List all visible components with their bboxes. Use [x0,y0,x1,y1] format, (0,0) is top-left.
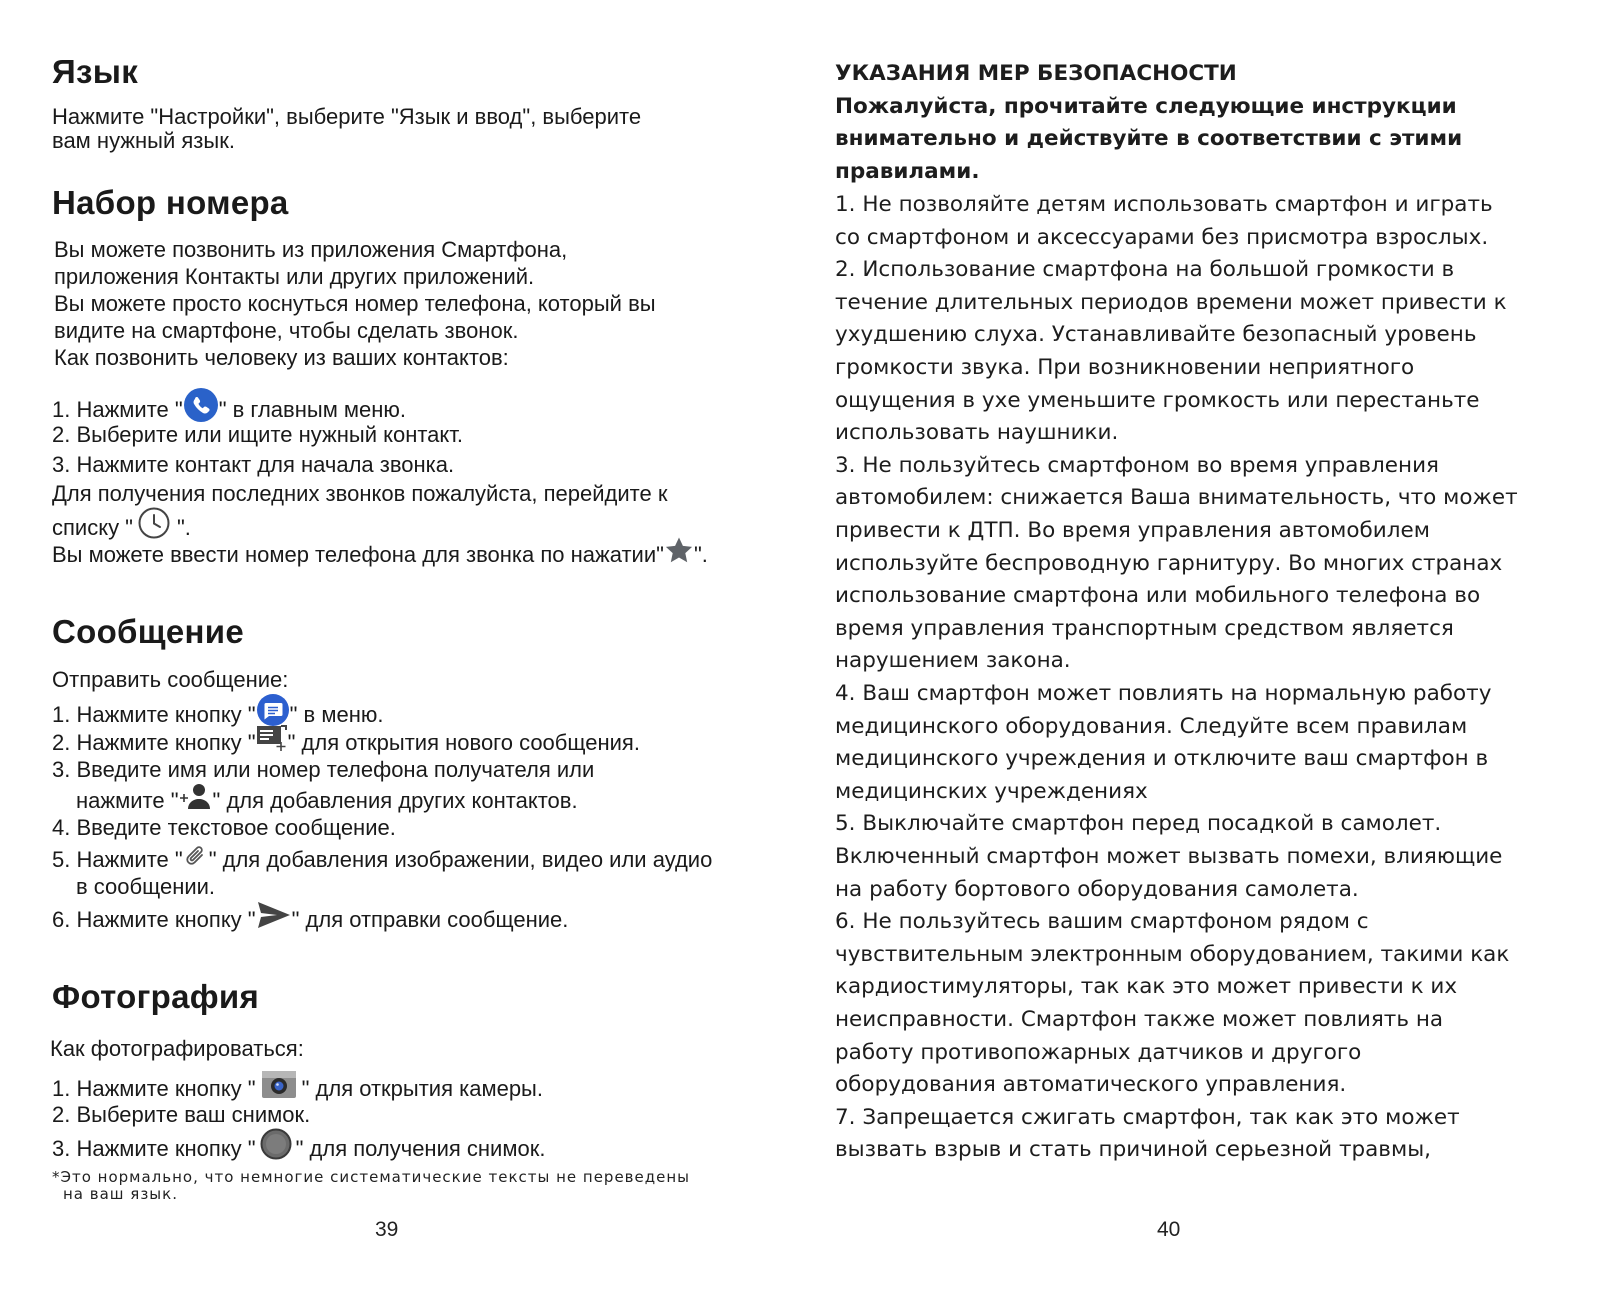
page-number: 39 [375,1218,399,1241]
enter-number-line: Вы можете ввести номер телефона для звонка по нажатии" ". [52,538,708,574]
language-text-line: вам нужный язык. [52,128,235,153]
dialing-intro-line: Вы можете просто коснуться номер телефона, который вы [54,291,656,316]
photo-step-1: 1. Нажмите кнопку " " для открытия камеры. [52,1070,543,1110]
safety-rule-line: медицинского оборудования. Следуйте всем правилам [835,713,1468,739]
safety-rule-line: течение длительных периодов времени может привести к [835,289,1507,315]
message-step-6: 6. Нажмите кнопку " " для отправки сообщение. [52,902,568,940]
photo-step-3: 3. Нажмите кнопку " " для получения снимок. [52,1130,545,1170]
page-40 [800,0,1601,1292]
dialing-intro-line: Вы можете позвонить из приложения Смартфона, [54,237,568,262]
dialing-step-2: 2. Выберите или ищите нужный контакт. [52,422,464,447]
message-intro: Отправить сообщение: [52,667,289,692]
safety-rule-line: вызвать взрыв и стать причиной серьезной травмы, [835,1137,1432,1163]
dialing-intro-line: приложения Контакты или других приложений. [54,264,535,289]
safety-rule-line: громкости звука. При возникновении неприятного [835,355,1415,380]
safety-intro-line: внимательно и действуйте в соответствии с этими [835,126,1463,151]
page-number: 40 [1157,1218,1181,1241]
recent-calls-line: Для получения последних звонков пожалуйста, перейдите к [52,481,668,506]
safety-rule-line: кардиостимуляторы, так как это может привести к их [835,974,1458,1000]
safety-rule-line: привести к ДТП. Во время управления автомобилем [835,518,1430,543]
safety-rule-line: 1. Не позволяйте детям использовать смартфон и играть [835,192,1493,217]
safety-rule-line: со смартфоном и аксессуарами без присмотра взрослых. [835,224,1489,250]
section-title-language: Язык [52,53,139,90]
footnote: *Это нормально, что немногие систематические тексты не переведены [52,1168,691,1186]
dialing-step-1: 1. Нажмите " " в главным меню. [52,389,406,433]
safety-rule-line: неисправности. Смартфон также может повлиять на [835,1007,1444,1032]
safety-rule-line: оборудования автоматического управления. [835,1072,1347,1098]
safety-rule-line: используйте беспроводную гарнитуру. Во многих странах [835,550,1503,576]
language-text-line: Нажмите "Настройки", выберите "Язык и ввод", выберите [52,104,642,129]
dialing-intro-line: Как позвонить человеку из ваших контактов: [54,345,509,370]
safety-rule-line: медицинского учреждения и отключите ваш смартфон в [835,746,1489,772]
safety-rule-line: использовать наушники. [835,420,1119,446]
message-step-4: 4. Введите текстовое сообщение. [52,815,396,840]
message-step-1: 1. Нажмите кнопку " " в меню. [52,695,383,737]
safety-rule-line: работу противопожарных датчиков и другого [835,1039,1362,1065]
message-step-3: 3. Введите имя или номер телефона получателя или [52,757,595,782]
safety-rule-line: автомобилем: снижается Ваша внимательность, что может [835,485,1518,511]
page-39 [0,0,800,1292]
photo-intro: Как фотографироваться: [50,1036,304,1061]
safety-rule-line: чувствительным электронным оборудованием, такими как [835,941,1510,967]
shutter-button-icon [260,1128,292,1168]
safety-intro-line: правилами. [835,159,980,184]
message-step-3-cont: нажмите " " для добавления других контактов. [76,784,578,820]
dialing-intro-line: видите на смартфоне, чтобы сделать звонок. [54,318,519,343]
dialpad-star-icon [664,536,694,572]
safety-rule-line: медицинских учреждениях [835,778,1148,804]
footnote: на ваш язык. [63,1185,178,1203]
message-step-2: 2. Нажмите кнопку " " для открытия нового сообщения. [52,725,640,763]
recent-calls-line: списку " ". [52,508,191,550]
safety-rule-line: ощущения в ухе уменьшите громкость или перестаньте [835,387,1480,413]
section-title-photo: Фотография [52,978,260,1015]
message-step-5-cont: в сообщении. [76,874,216,899]
safety-title: УКАЗАНИЯ МЕР БЕЗОПАСНОСТИ [835,61,1237,86]
section-title-message: Сообщение [52,613,244,650]
safety-rule-line: использование смартфона или мобильного телефона во [835,583,1481,609]
safety-rule-line: нарушением закона. [835,648,1071,674]
message-step-5: 5. Нажмите " " для добавления изображении, видео или аудио [52,843,712,879]
safety-intro-line: Пожалуйста, прочитайте следующие инструкции [835,94,1457,119]
send-icon [256,900,292,938]
safety-rule-line: 7. Запрещается сжигать смартфон, так как это может [835,1104,1460,1130]
safety-rule-line: Включенный смартфон может вызвать помехи, влияющие [835,844,1503,869]
safety-rule-line: на работу бортового оборудования самолета. [835,876,1359,902]
section-title-dialing: Набор номера [52,184,289,221]
dialing-step-3: 3. Нажмите контакт для начала звонка. [52,452,455,477]
safety-rule-line: 6. Не пользуйтесь вашим смартфоном рядом с [835,909,1369,935]
safety-rule-line: ухудшению слуха. Устанавливайте безопасный уровень [835,322,1477,348]
safety-rule-line: 4. Ваш смартфон может повлиять на нормальную работу [835,681,1492,706]
safety-rule-line: время управления транспортным средством является [835,615,1454,641]
safety-rule-line: 5. Выключайте смартфон перед посадкой в самолет. [835,811,1442,837]
photo-step-2: 2. Выберите ваш снимок. [52,1102,311,1127]
safety-rule-line: 2. Использование смартфона на большой громкости в [835,257,1455,283]
safety-rule-line: 3. Не пользуйтесь смартфоном во время управления [835,452,1439,478]
